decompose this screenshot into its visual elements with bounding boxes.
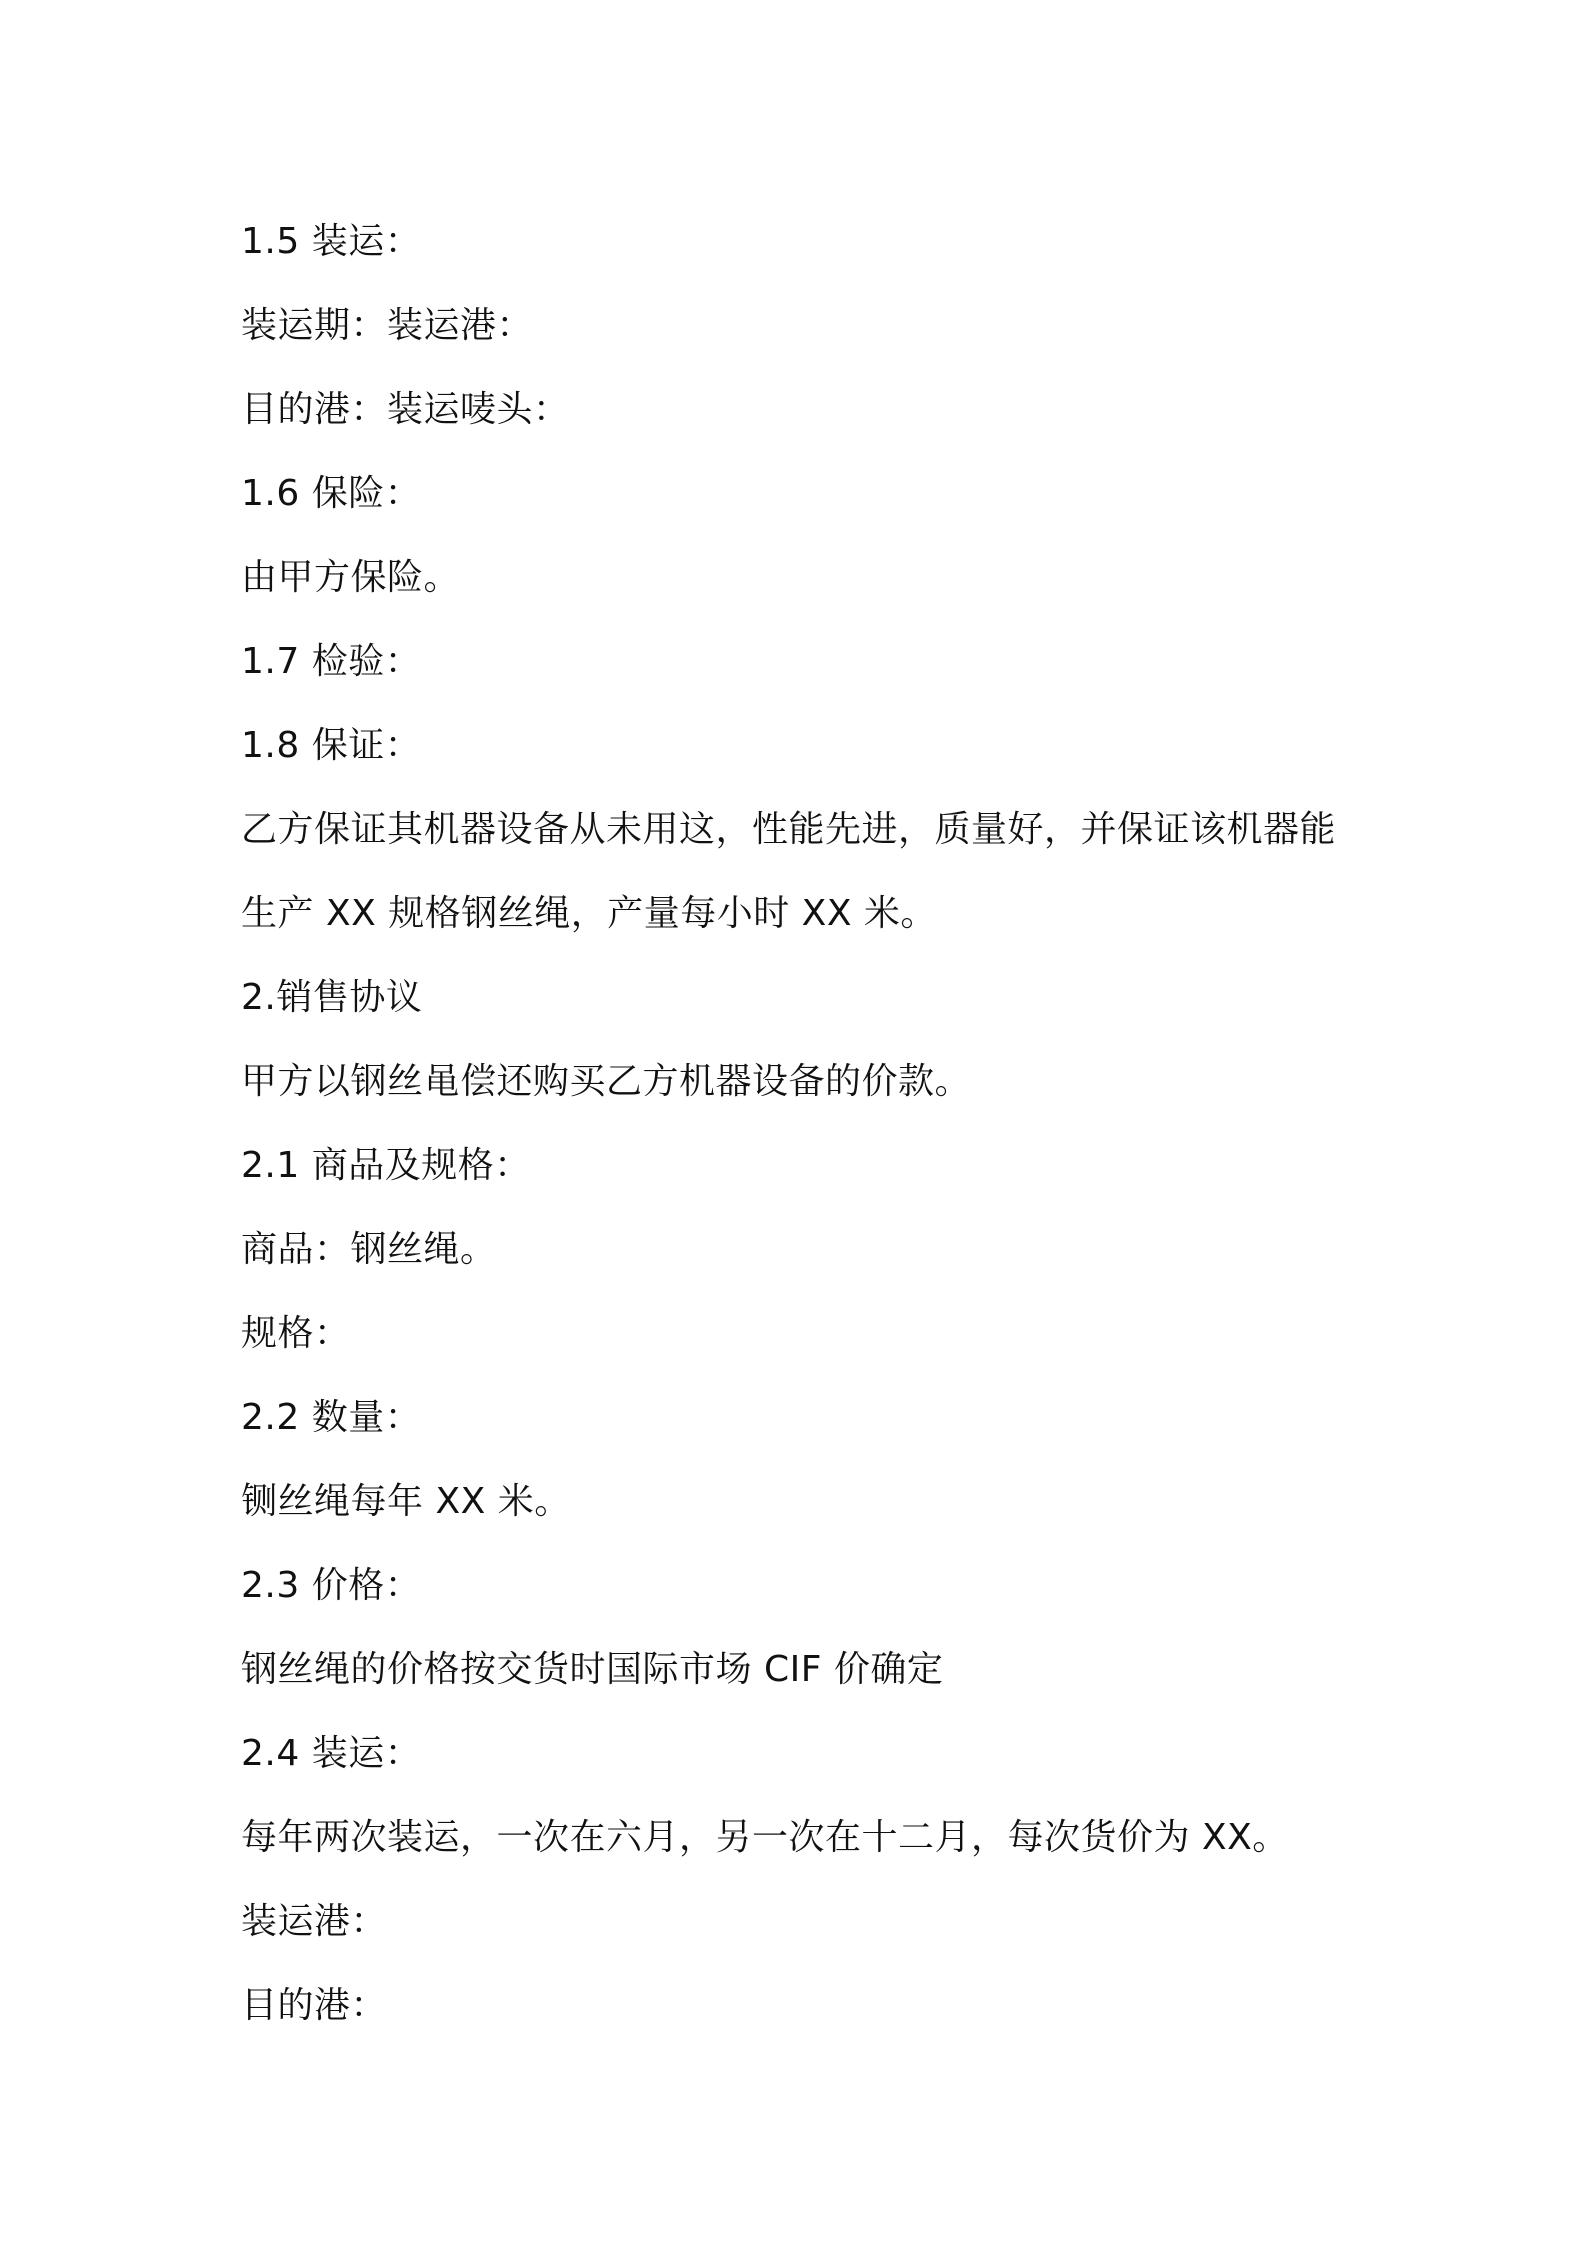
section-heading-1-8: 1.8 保证： [241, 725, 422, 766]
text-line: 目的港： [241, 1985, 388, 2026]
section-heading-2-2: 2.2 数量： [241, 1397, 422, 1438]
section-heading-1-7: 1.7 检验： [241, 641, 422, 682]
document-body [241, 200, 1391, 2048]
text-line: 铡丝绳每年 XX 米。 [241, 1481, 571, 1522]
text-line: 钢丝绳的价格按交货时国际市场 CIF 价确定 [241, 1649, 944, 1690]
section-heading-2-3: 2.3 价格： [241, 1565, 422, 1606]
section-heading-2: 2.销售协议 [241, 977, 423, 1018]
section-heading-2-1: 2.1 商品及规格： [241, 1145, 531, 1186]
text-line: 每年两次装运，一次在六月，另一次在十二月，每次货价为 XX。 [241, 1817, 1289, 1858]
text-line: 由甲方保险。 [241, 557, 461, 598]
text-line: 装运港： [241, 1901, 388, 1942]
text-line: 目的港：装运唛头： [241, 389, 570, 430]
text-line: 乙方保证其机器设备从未用这，性能先进，质量好，并保证该机器能 [241, 809, 1337, 850]
text-line: 生产 XX 规格钢丝绳，产量每小时 XX 米。 [241, 893, 937, 934]
text-line: 装运期：装运港： [241, 305, 534, 346]
text-line: 规格： [241, 1313, 351, 1354]
text-line: 商品：钢丝绳。 [241, 1229, 497, 1270]
text-line: 甲方以钢丝黾偿还购买乙方机器设备的价款。 [241, 1061, 972, 1102]
section-heading-2-4: 2.4 装运： [241, 1733, 422, 1774]
section-heading-1-6: 1.6 保险： [241, 473, 422, 514]
section-heading-1-5: 1.5 装运： [241, 221, 422, 262]
